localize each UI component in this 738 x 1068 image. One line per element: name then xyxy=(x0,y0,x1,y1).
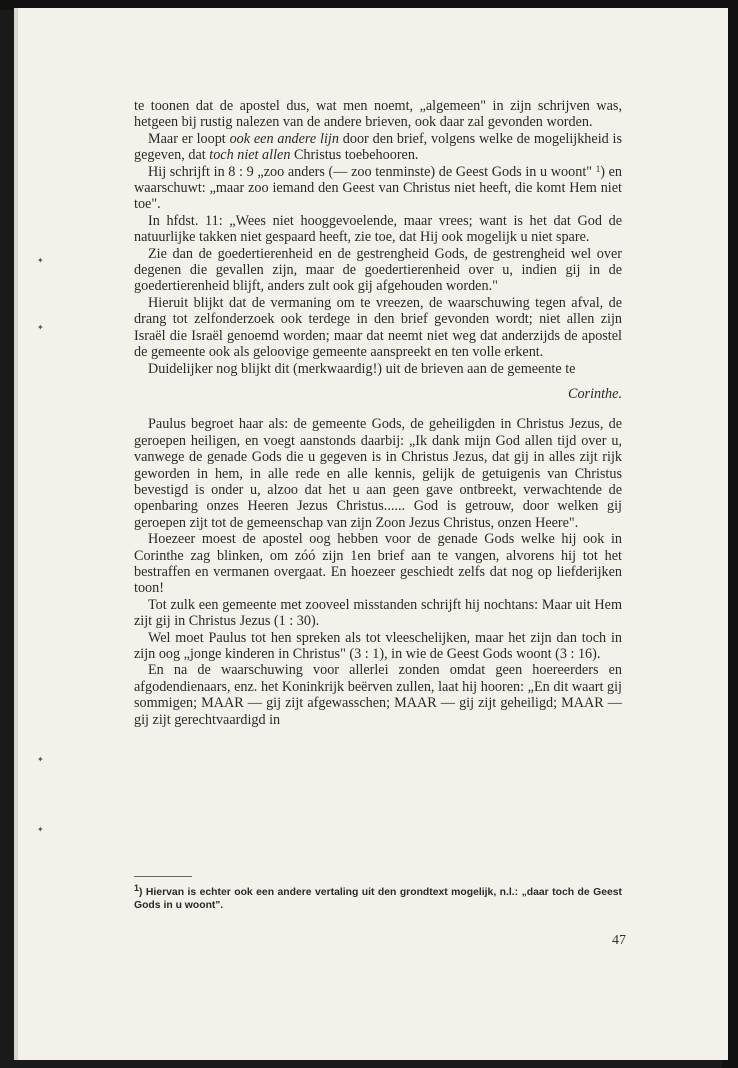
paragraph xyxy=(134,531,622,597)
footnote-marker: 1 xyxy=(134,883,140,893)
text-run: Tot zulk een gemeente met zooveel misstanden schrijft hij nochtans: Maar uit Hem zijt gij in Christus Jezus (1 : 30). xyxy=(134,596,622,630)
footnote-ref: 1 xyxy=(595,163,601,174)
text-run: Duidelijker nog blijkt dit (merkwaardig!) uit de brieven aan de gemeente te xyxy=(148,360,576,377)
paragraph xyxy=(134,361,622,377)
paragraph xyxy=(134,295,622,361)
body-text xyxy=(134,98,622,728)
paragraph xyxy=(134,416,622,531)
text-run: ) en waarschuwt: „maar zoo iemand den Geest van Christus niet heeft, die komt Hem niet toe". xyxy=(134,163,622,213)
page-number: 47 xyxy=(612,933,626,948)
footnote xyxy=(134,883,622,912)
text-run: Wel moet Paulus tot hen spreken als tot vleeschelijken, maar het zijn dan toch in zijn oog „jonge kinderen in Christus" (3 : 1), in wie de Geest Gods woont (3 : 16). xyxy=(134,629,622,662)
margin-speck: ✦ xyxy=(37,256,44,265)
text-run: Paulus begroet haar als: de gemeente Gods, de geheiligden in Christus Jezus, de geroepen heiligen, en voegt aanstonds daarbij: „Ik dank mijn God allen tijd over u, vanwege de genade Gods die u gegeven is in Christus Jezus, dat gij in alles zijt rijk geworden in hem, in alle rede en alle kennis, gelijk de getuigenis van Christus bevestigd is onder u, alzoo dat het u aan geen gave ontbreekt, verwachtende de openbaring onzes Heeren Jezus Christus...... God is getrouw, door welken gij geroepen zijt tot de gemeenschap van zijn Zoon Jezus Christus, onzen Heere". xyxy=(134,416,622,531)
margin-speck: ✦ xyxy=(37,825,44,834)
text-run: En na de waarschuwing voor allerlei zonden omdat geen hoereerders en afgodendienaars, enz. het Koninkrijk beërven zullen, laat hij hooren: „En dit waart gij sommigen; MAAR — gij zijt afgewasschen; MAAR — gij zijt geheiligd; MAAR — gij zijt gerechtvaardigd in xyxy=(134,662,622,728)
paragraph xyxy=(134,131,622,164)
italic-run: ook een andere lijn xyxy=(229,130,339,147)
footnote-rule xyxy=(134,876,192,877)
margin-speck: ✦ xyxy=(37,755,44,764)
text-run: Hieruit blijkt dat de vermaning om te vreezen, de waarschuwing tegen afval, de drang tot zelfonderzoek ook terdege in den brief gevonden wordt; niet allen zijn Israël die Israël genoemd worden; maar dat neemt niet weg dat anderzijds de apostel de gemeente ook als geloovige gemeente aanspreekt en ten volle erkent. xyxy=(134,294,622,361)
text-run: Hij schrijft in 8 : 9 „zoo anders (— zoo tenminste) de Geest Gods in u woont" xyxy=(148,163,596,180)
italic-run: toch niet allen xyxy=(209,147,291,164)
margin-speck: ✦ xyxy=(37,323,44,332)
paragraph xyxy=(134,246,622,295)
paragraph xyxy=(134,597,622,630)
text-run: Maar er loopt xyxy=(148,130,230,147)
paragraph xyxy=(134,98,622,131)
section-heading xyxy=(134,386,622,402)
text-run: In hfdst. 11: „Wees niet hooggevoelende, maar vrees; want is het dat God de natuurlijke takken niet gespaard heeft, zie toe, dat Hij ook mogelijk u niet spare. xyxy=(134,212,622,246)
footnote-text: ) Hiervan is echter ook een andere vertaling uit den grondtext mogelijk, n.l.: „daar toch de Geest Gods in u woont". xyxy=(134,887,622,911)
text-run: te toonen dat de apostel dus, wat men noemt, „algemeen" in zijn schrijven was, hetgeen bij rustig nalezen van de andere brieven, ook daar zal gevonden worden. xyxy=(134,98,622,131)
paragraph xyxy=(134,213,622,246)
text-run: Hoezeer moest de apostel oog hebben voor de genade Gods welke hij ook in Corinthe zag blinken, om zóó zijn 1en brief aan te vangen, alvorens hij tot het bestraffen en vermanen overgaat. En hoezeer geschiedt zelfs dat nog op liefderijken toon! xyxy=(134,531,622,597)
paragraph xyxy=(134,630,622,663)
text-run: door den brief, volgens welke de mogelijkheid is gegeven, dat xyxy=(134,130,622,164)
text-run: Zie dan de goedertierenheid en de gestrengheid Gods, de gestrengheid wel over degenen die gevallen zijn, maar de goedertierenheid over u, indien gij in de goedertierenheid blijft, anders zult ook gij afgehouden worden." xyxy=(134,245,622,295)
paragraph xyxy=(134,164,622,213)
text-run: Christus toebehooren. xyxy=(290,147,419,164)
heading-text: Corinthe. xyxy=(568,385,622,402)
paragraph xyxy=(134,662,622,728)
